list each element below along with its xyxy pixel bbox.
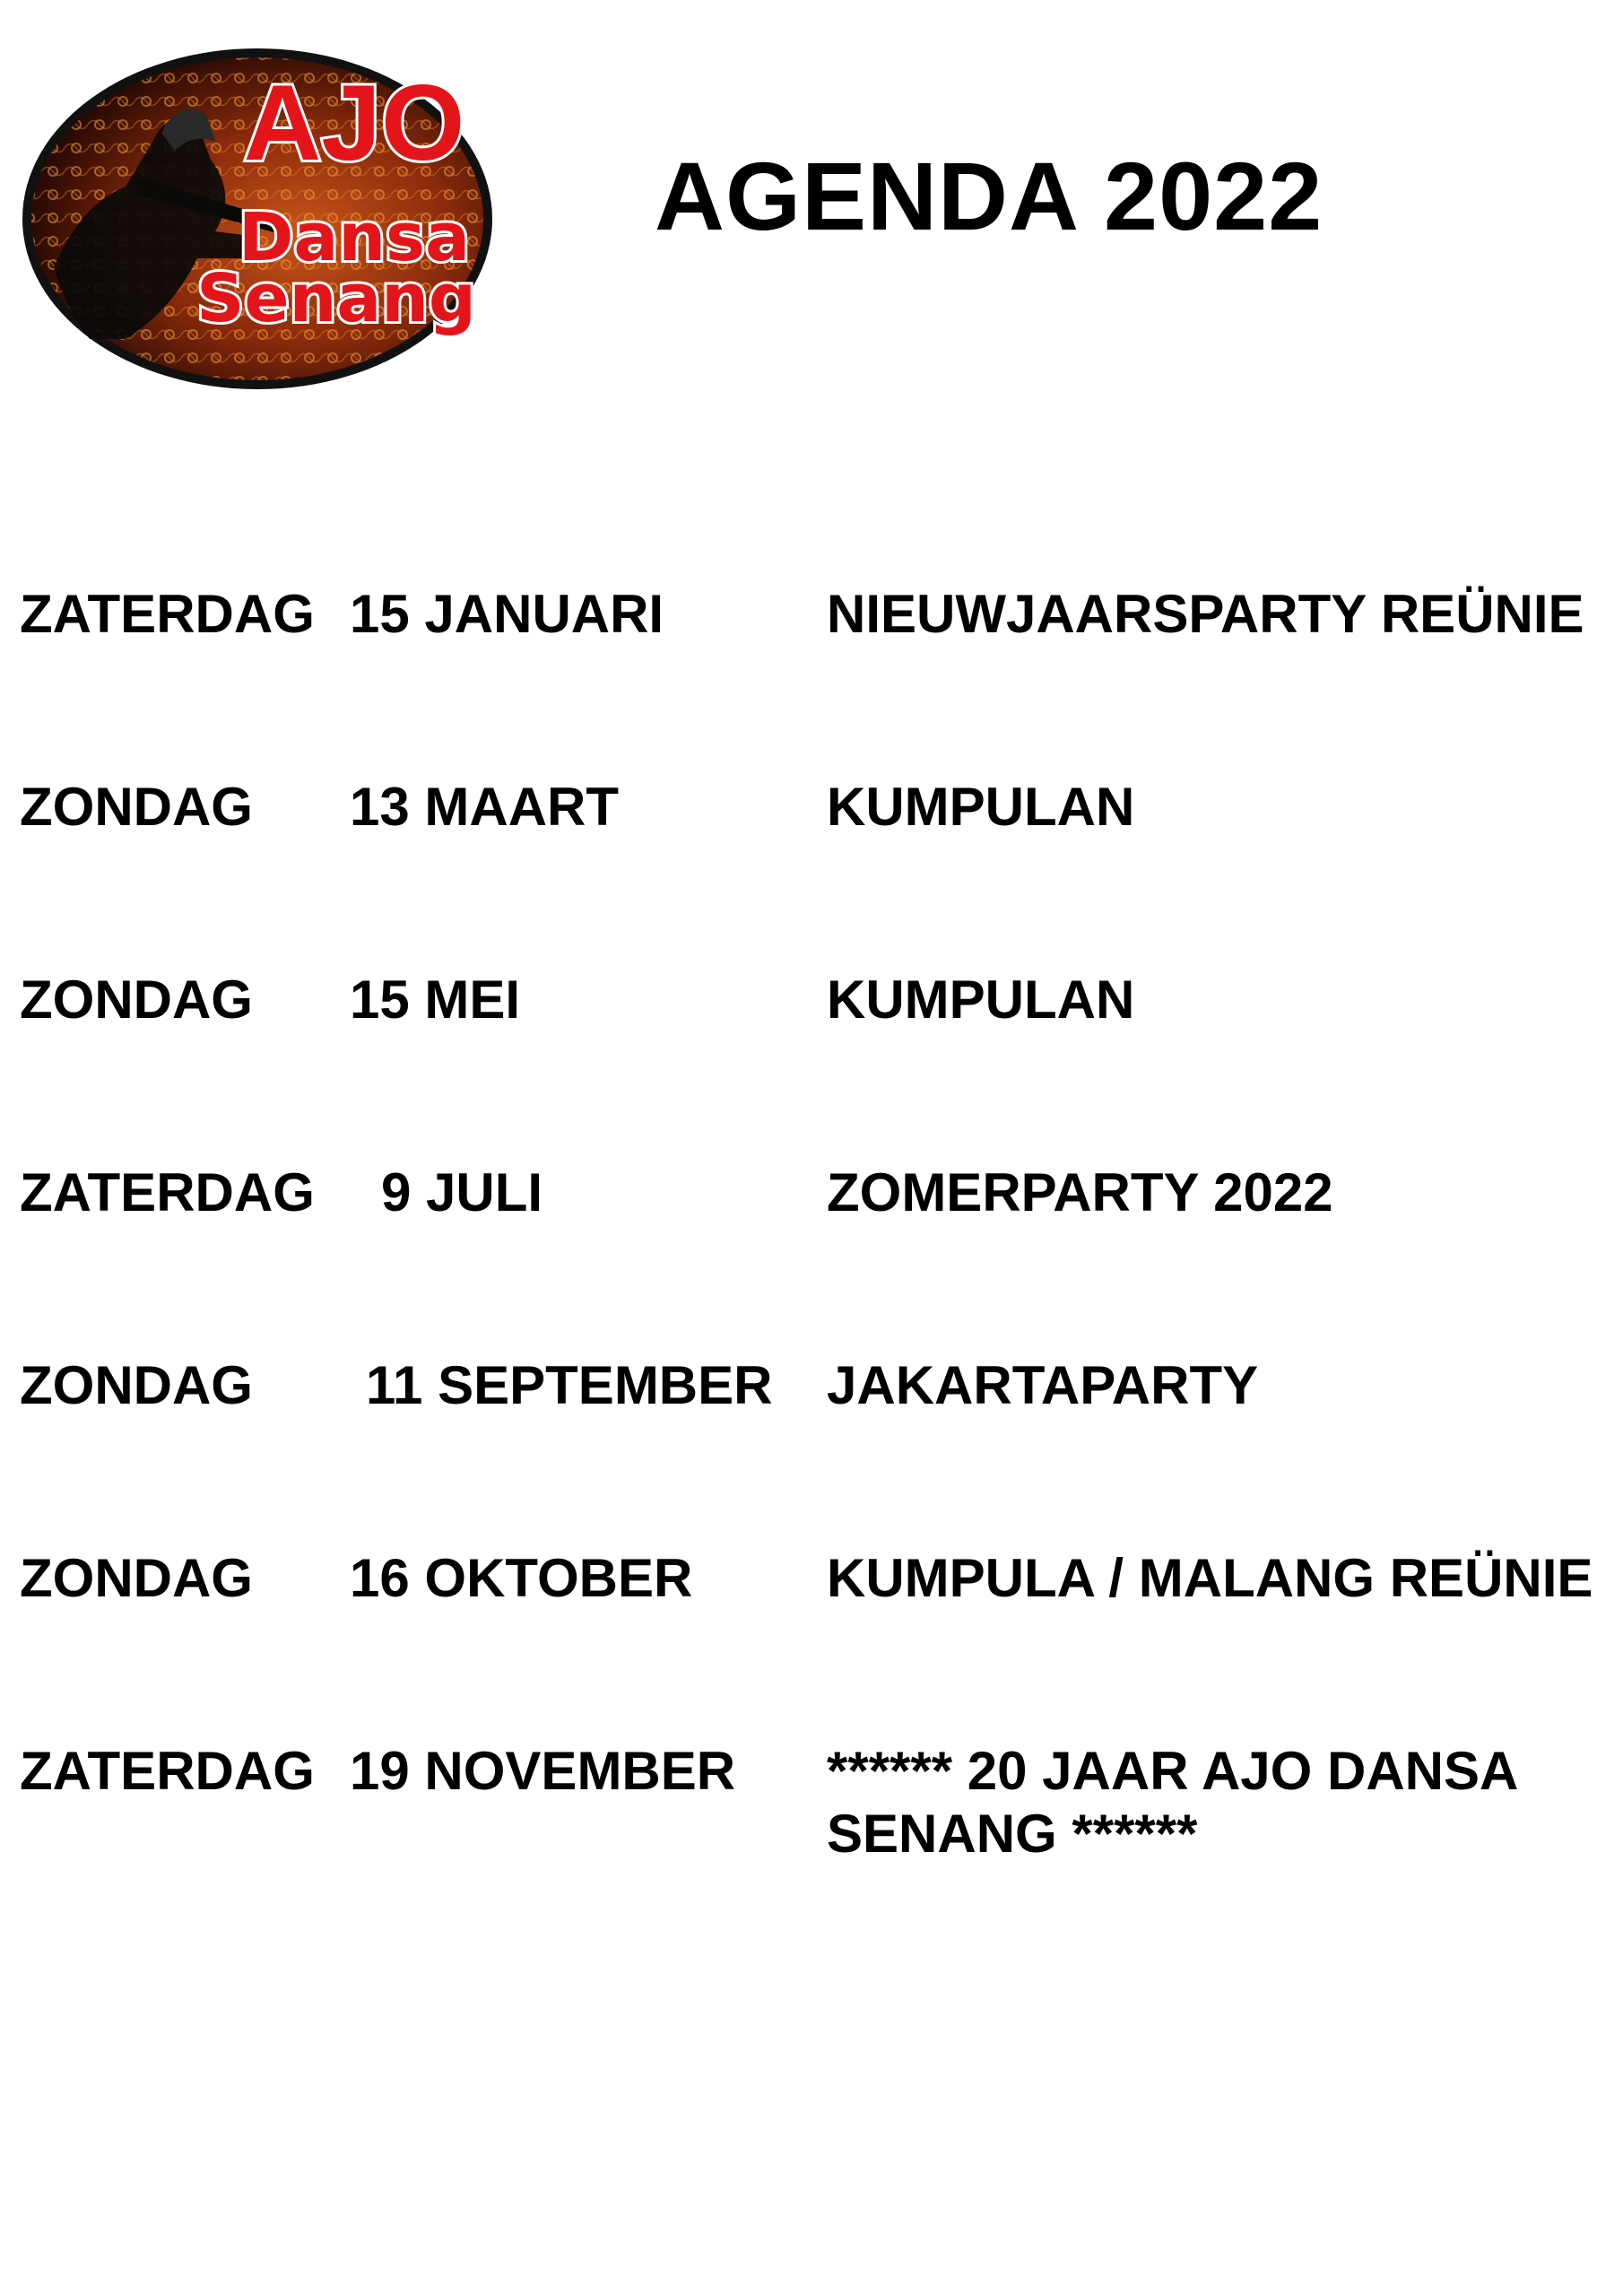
- agenda-event: KUMPULA / MALANG REÜNIE: [827, 1548, 1593, 1608]
- logo-text-ajo: AJO: [243, 63, 465, 183]
- agenda-date: 19 NOVEMBER: [350, 1741, 736, 1801]
- agenda-row: [0, 1354, 1623, 1498]
- agenda-date: 13 MAART: [350, 777, 620, 837]
- agenda-date: 15 JANUARI: [350, 584, 664, 644]
- agenda-date: 15 MEI: [350, 970, 521, 1030]
- agenda-event: NIEUWJAARSPARTY REÜNIE: [827, 584, 1584, 644]
- agenda-event: KUMPULAN: [827, 777, 1135, 837]
- agenda-day: ZATERDAG: [20, 1162, 315, 1222]
- agenda-day: ZATERDAG: [20, 1741, 315, 1801]
- agenda-date: 9 JULI: [381, 1162, 543, 1222]
- agenda-day: ZONDAG: [20, 1548, 253, 1608]
- logo-text-senang: Senang: [196, 260, 476, 337]
- agenda-row: [0, 1161, 1623, 1305]
- logo-graphic: [18, 43, 498, 395]
- agenda-row: [0, 1547, 1623, 1691]
- agenda-day: ZONDAG: [20, 1355, 253, 1415]
- agenda-row: [0, 1740, 1623, 1883]
- agenda-event: KUMPULAN: [827, 970, 1135, 1030]
- agenda-day: ZONDAG: [20, 970, 253, 1030]
- agenda-day: ZONDAG: [20, 777, 253, 837]
- agenda-event: JAKARTAPARTY: [827, 1355, 1259, 1415]
- ajo-dansa-senang-logo: [18, 43, 498, 395]
- agenda-row: [0, 776, 1623, 919]
- agenda-day: ZATERDAG: [20, 584, 315, 644]
- agenda-row: [0, 583, 1623, 726]
- agenda-event: ****** 20 JAAR AJO DANSA SENANG ******: [827, 1741, 1517, 1864]
- page-title: AGENDA 2022: [655, 142, 1324, 250]
- logo-text-dansa: Dansa: [238, 199, 471, 276]
- agenda-event: ZOMERPARTY 2022: [827, 1162, 1333, 1222]
- agenda-row: [0, 969, 1623, 1112]
- agenda-date: 11 SEPTEMBER: [366, 1355, 773, 1415]
- agenda-date: 16 OKTOBER: [350, 1548, 693, 1608]
